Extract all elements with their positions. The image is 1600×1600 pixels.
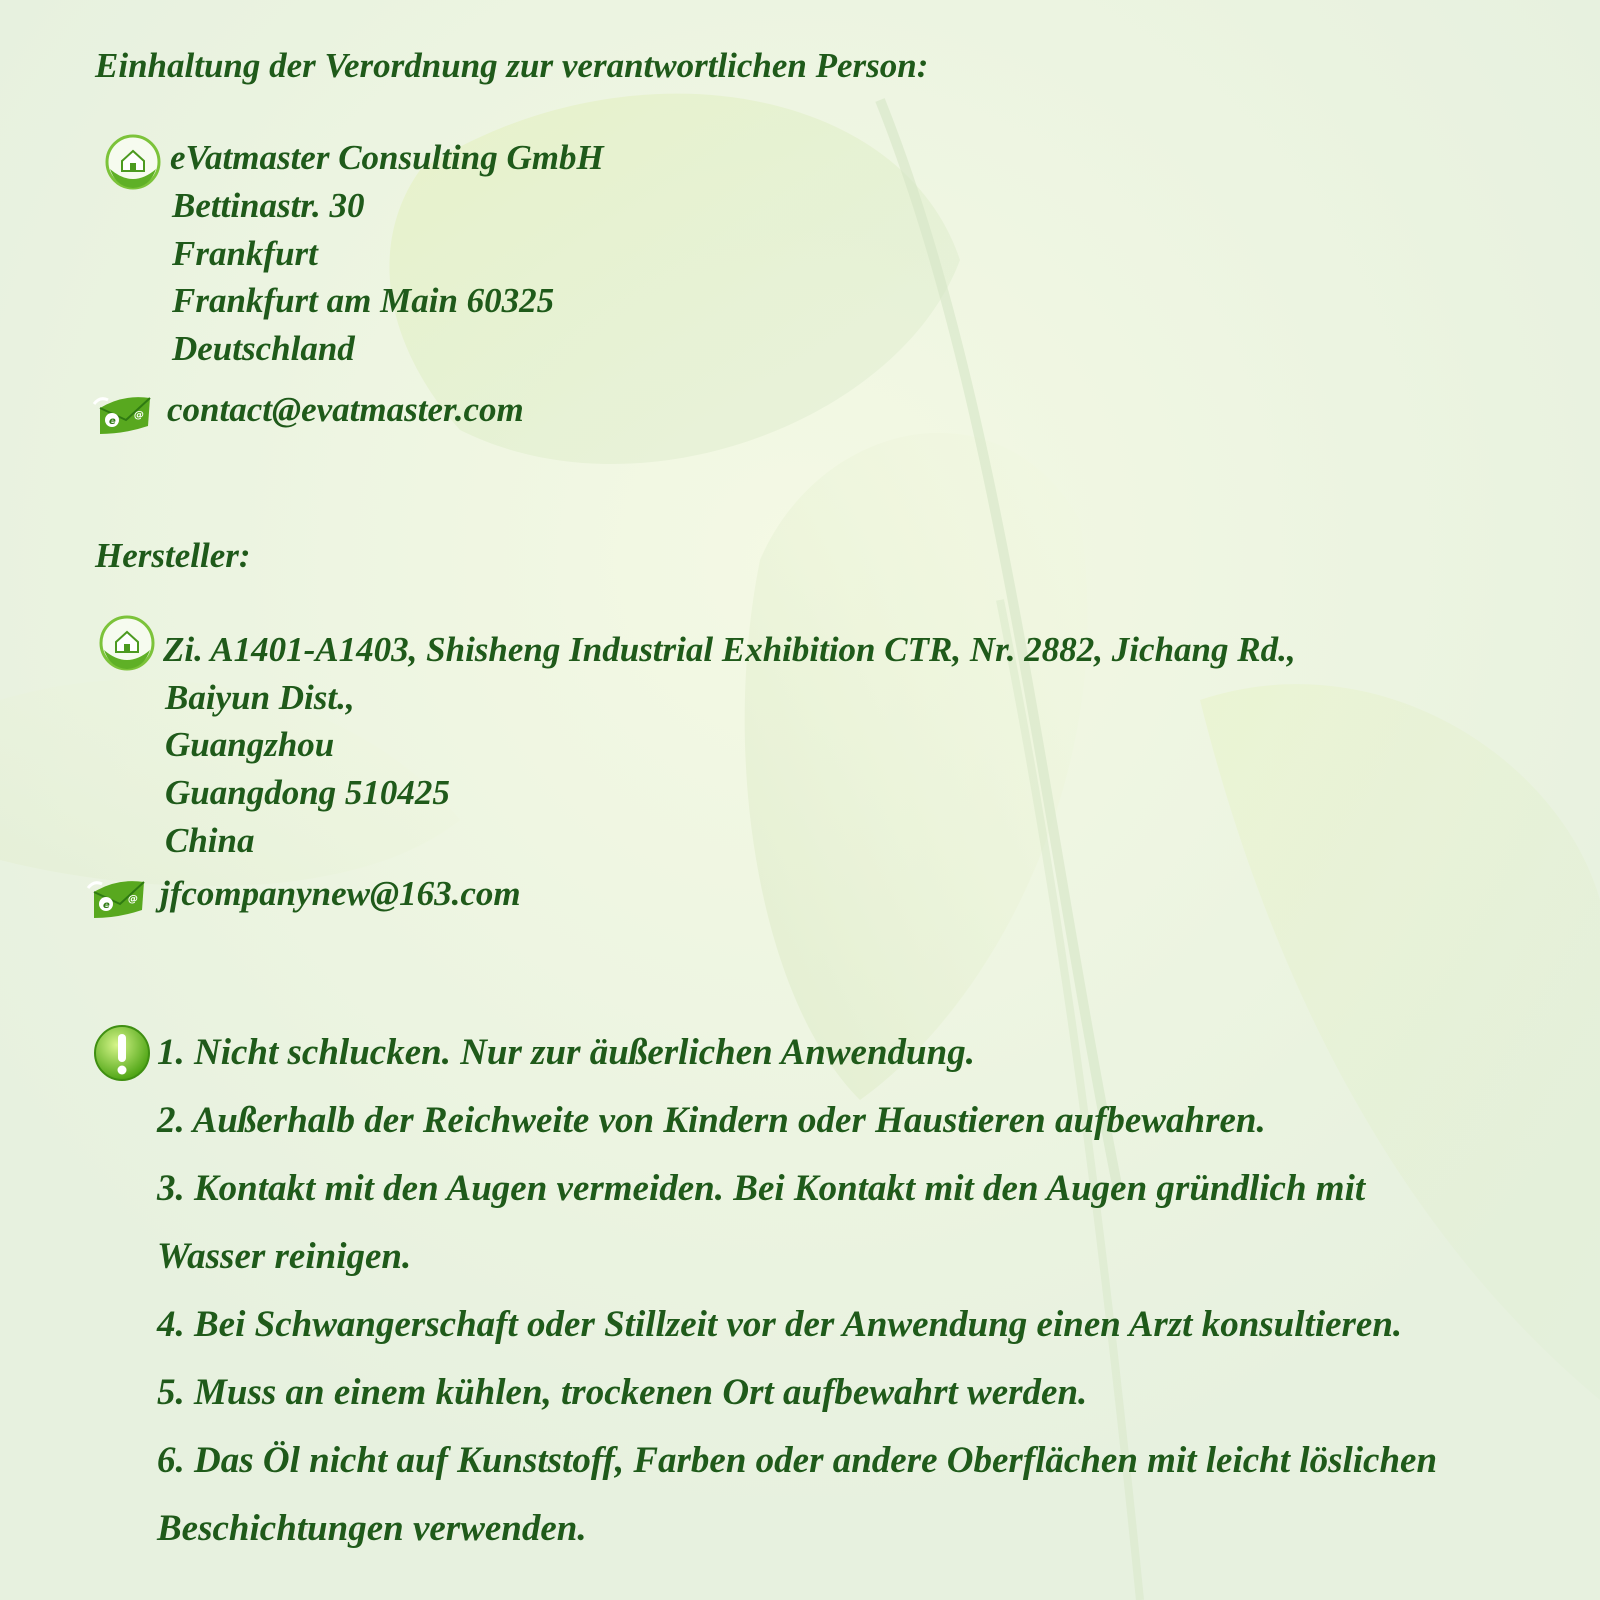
warning-line: Beschichtungen verwenden. — [157, 1508, 587, 1549]
address-line: Baiyun Dist., — [165, 678, 355, 717]
manufacturer-email[interactable]: jfcompanynew@163.com — [160, 874, 521, 913]
address-line: Deutschland — [172, 329, 355, 368]
manufacturer-heading: Hersteller: — [95, 536, 251, 575]
address-line: Frankfurt am Main 60325 — [172, 281, 555, 320]
home-icon — [104, 133, 162, 191]
address-line: Guangzhou — [165, 725, 335, 764]
svg-text:@: @ — [134, 410, 144, 421]
home-icon — [98, 614, 156, 672]
warning-line: 1. Nicht schlucken. Nur zur äußerlichen Anwendung. — [157, 1032, 975, 1073]
address-line: Guangdong 510425 — [165, 773, 450, 812]
address-line: eVatmaster Consulting GmbH — [170, 138, 604, 177]
svg-text:@: @ — [128, 894, 138, 905]
mail-icon — [84, 874, 150, 924]
warning-line: 5. Muss an einem kühlen, trockenen Ort aufbewahrt werden. — [157, 1372, 1088, 1413]
warning-icon — [93, 1024, 151, 1082]
warning-line: Wasser reinigen. — [157, 1236, 412, 1277]
svg-text:e: e — [103, 900, 110, 911]
warning-line: 6. Das Öl nicht auf Kunststoff, Farben oder andere Oberflächen mit leicht löslichen — [157, 1440, 1438, 1481]
warning-line: 4. Bei Schwangerschaft oder Stillzeit vor der Anwendung einen Arzt konsultieren. — [157, 1304, 1403, 1345]
responsible-person-email[interactable]: contact@evatmaster.com — [167, 390, 524, 429]
warning-line: 2. Außerhalb der Reichweite von Kindern oder Haustieren aufbewahren. — [157, 1100, 1266, 1141]
warning-line: 3. Kontakt mit den Augen vermeiden. Bei Kontakt mit den Augen gründlich mit — [157, 1168, 1366, 1209]
address-line: Bettinastr. 30 — [172, 186, 365, 225]
address-line: Zi. A1401-A1403, Shisheng Industrial Exhibition CTR, Nr. 2882, Jichang Rd., — [163, 630, 1296, 669]
address-line: China — [165, 821, 255, 860]
svg-text:e: e — [109, 416, 116, 427]
mail-icon — [90, 390, 156, 440]
address-line: Frankfurt — [172, 234, 318, 273]
responsible-person-heading: Einhaltung der Verordnung zur verantwortlichen Person: — [95, 46, 929, 85]
